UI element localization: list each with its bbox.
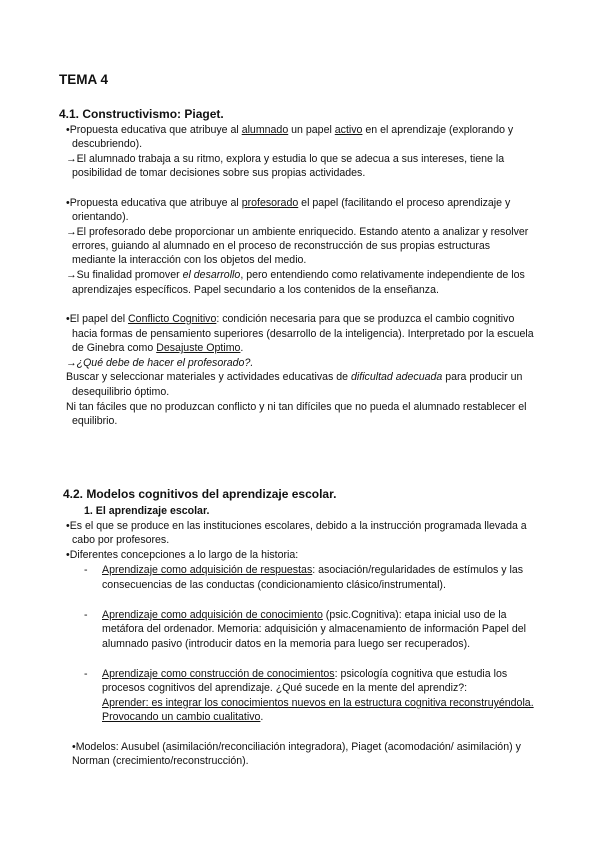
paragraph-line: •Diferentes concepciones a lo largo de la historia:: [66, 549, 299, 561]
list-item-line: Aprendizaje como adquisición de conocimiento (psic.Cognitiva): etapa inicial uso de la: [102, 609, 507, 621]
section-4-1-heading: 4.1. Constructivismo: Piaget.: [59, 107, 224, 121]
list-item-line: consecuencias de las conductas (condicionamiento clásico/instrumental).: [102, 579, 446, 591]
paragraph-line: hacia formas de pensamiento superiores (desarrollo de la inteligencia). Interpretado por la escuela: [72, 328, 534, 340]
paragraph-line: mediante la interacción con los objetos del medio.: [72, 254, 307, 266]
paragraph-line: →Su finalidad promover el desarrollo, pero entendiendo como relativamente independiente de los: [66, 269, 525, 281]
paragraph-line: •Propuesta educativa que atribuye al alumnado un papel activo en el aprendizaje (explorando y: [66, 124, 514, 136]
paragraph-line: →El profesorado debe proporcionar un ambiente enriquecido. Estando atento a analizar y resolver: [66, 226, 529, 238]
subsection-heading: 1. El aprendizaje escolar.: [84, 505, 210, 517]
paragraph-line: Norman (crecimiento/reconstrucción).: [72, 755, 249, 767]
list-dash: -: [84, 668, 88, 680]
page-title: TEMA 4: [59, 72, 109, 87]
paragraph-line: cabo por profesores.: [72, 534, 170, 546]
paragraph-line: desequilibrio óptimo.: [72, 386, 170, 398]
paragraph-line: →El alumnado trabaja a su ritmo, explora y estudia lo que se adecua a sus intereses, tiene la: [66, 153, 505, 165]
list-item-line: procesos cognitivos del aprendizaje. ¿Qué sucede en la mente del aprendiz?:: [102, 682, 468, 694]
paragraph-line: orientando).: [72, 211, 129, 223]
paragraph-line: Buscar y seleccionar materiales y actividades educativas de dificultad adecuada para producir un: [66, 371, 523, 383]
paragraph-line: equilibrio.: [72, 415, 118, 427]
paragraph-line: •Es el que se produce en las instituciones escolares, debido a la instrucción programada llevada a: [66, 520, 527, 532]
list-item-line: Aprendizaje como adquisición de respuestas: asociación/regularidades de estímulos y las: [102, 564, 524, 576]
paragraph-line: •Modelos: Ausubel (asimilación/reconciliación integradora), Piaget (acomodación/ asimilación) y: [72, 741, 521, 753]
paragraph-line: posibilidad de tomar decisiones sobre sus propias actividades.: [72, 167, 366, 179]
paragraph-line: •Propuesta educativa que atribuye al profesorado el papel (facilitando el proceso aprendizaje y: [66, 197, 511, 209]
list-dash: -: [84, 609, 88, 621]
list-item-line: Provocando un cambio cualitativo.: [102, 711, 264, 723]
paragraph-line: •El papel del Conflicto Cognitivo: condición necesaria para que se produzca el cambio cognitivo: [66, 313, 515, 325]
paragraph-line: Ni tan fáciles que no produzcan conflicto y ni tan difíciles que no pueda el alumnado restablecer el: [66, 401, 527, 413]
list-dash: -: [84, 564, 88, 576]
paragraph-line: →¿Qué debe de hacer el profesorado?.: [66, 357, 254, 369]
list-item-line: metáfora del ordenador. Memoria: adquisición y almacenamiento de información Papel del: [102, 623, 526, 635]
paragraph-line: aprendizajes específicos. Papel secundario a los contenidos de la enseñanza.: [72, 284, 439, 296]
list-item-line: Aprendizaje como construcción de conocimientos: psicología cognitiva que estudia los: [102, 668, 508, 680]
paragraph-line: descubriendo).: [72, 138, 143, 150]
list-item-line: Aprender: es integrar los conocimientos nuevos en la estructura cognitiva reconstruyéndola.: [102, 697, 534, 709]
list-item-line: alumnado pasivo (introducir datos en la memoria para luego ser recuperados).: [102, 638, 471, 650]
paragraph-line: errores, guiando al alumnado en el proceso de reconstrucción de sus propias estructuras: [72, 240, 491, 252]
section-4-2-heading: 4.2. Modelos cognitivos del aprendizaje escolar.: [63, 487, 337, 501]
paragraph-line: de Ginebra como Desajuste Optimo.: [72, 342, 244, 354]
